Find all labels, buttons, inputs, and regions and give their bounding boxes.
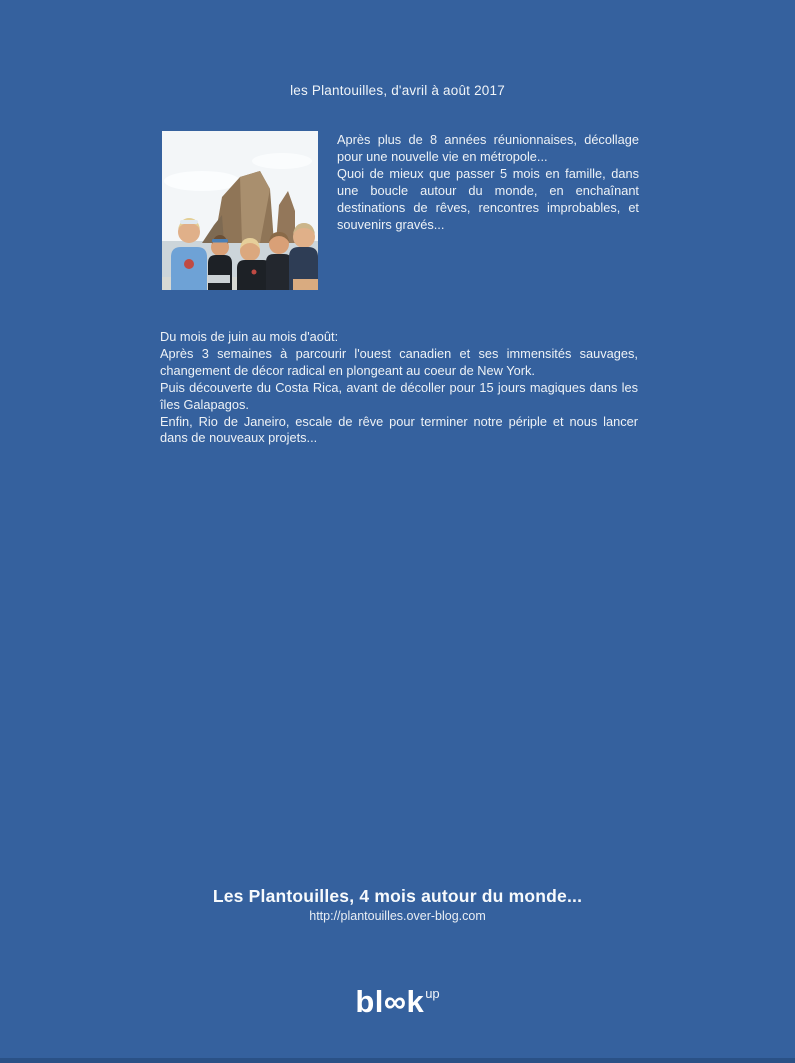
summary-paragraph-1: Du mois de juin au mois d'août: bbox=[160, 329, 339, 344]
summary-paragraphs bbox=[160, 329, 638, 447]
book-title: Les Plantouilles, 4 mois autour du monde... bbox=[212, 886, 583, 906]
family-photo bbox=[162, 131, 318, 290]
intro-paragraphs bbox=[337, 132, 639, 233]
summary-paragraph-3: Puis découverte du Costa Rica, avant de décoller pour 15 jours magiques dans les îles Galapagos. bbox=[160, 379, 638, 412]
page-bottom-edge bbox=[0, 1058, 795, 1063]
blookup-logo-sup: up bbox=[425, 986, 440, 1001]
summary-paragraph-4: Enfin, Rio de Janeiro, escale de rêve pour terminer notre périple et nous lancer dans de nouveaux projets... bbox=[160, 413, 638, 446]
summary-paragraph-2: Après 3 semaines à parcourir l'ouest canadien et ses immensités sauvages, changement de décor radical en plongeant au coeur de New York. bbox=[160, 345, 638, 378]
intro-paragraph-1: Après plus de 8 années réunionnaises, décollage pour une nouvelle vie en métropole... bbox=[337, 132, 639, 164]
family-photo-illustration bbox=[162, 131, 318, 290]
blookup-logo-word: bl∞k bbox=[355, 984, 425, 1019]
page-title: les Plantouilles, d'avril à août 2017 bbox=[290, 83, 505, 98]
intro-paragraph-2: Quoi de mieux que passer 5 mois en famille, dans une boucle autour du monde, en enchaînant destinations de rêves, rencontres improbables, et souvenirs gravés... bbox=[337, 165, 639, 232]
blog-url: http://plantouilles.over-blog.com bbox=[309, 909, 486, 923]
blookup-logo bbox=[0, 984, 795, 1020]
